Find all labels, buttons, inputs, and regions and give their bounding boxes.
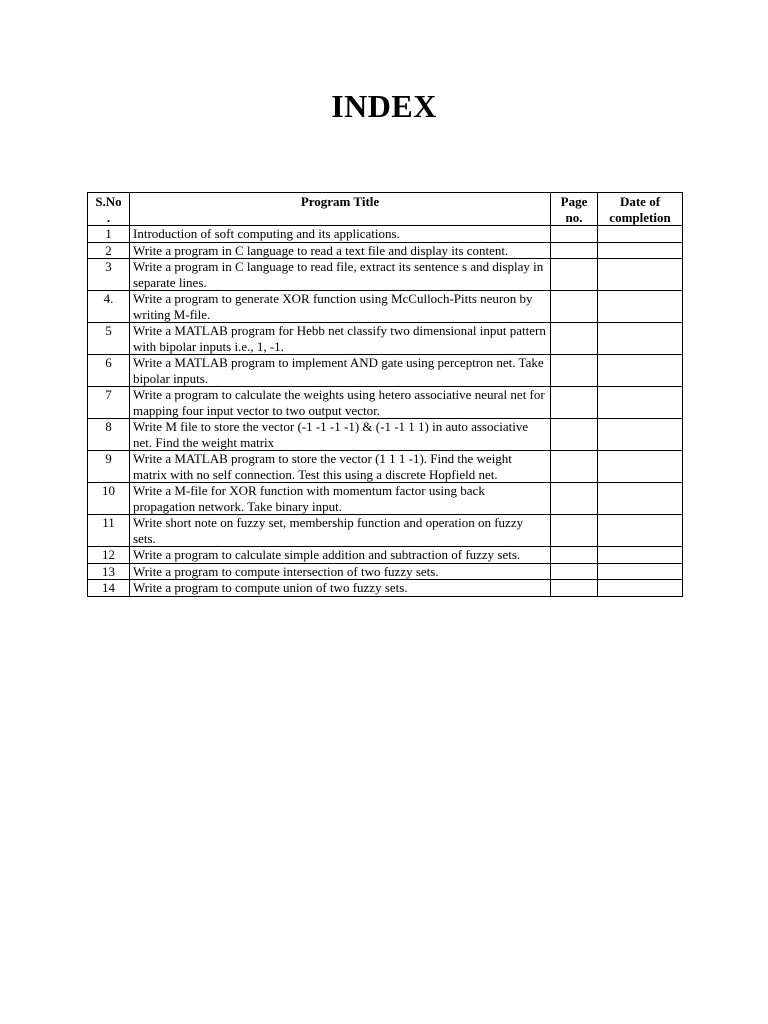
header-program-title: Program Title [130,193,551,226]
row-serial-number: 5 [88,323,130,355]
table-row [88,419,683,451]
row-page-no [551,580,598,597]
row-serial-number: 2 [88,242,130,259]
row-program-title: Write a program to calculate the weights using hetero associative neural net for mapping four input vector to two output vector. [130,387,551,419]
table-row [88,226,683,243]
row-serial-number: 1 [88,226,130,243]
row-page-no [551,547,598,564]
row-page-no [551,483,598,515]
row-page-no [551,451,598,483]
row-program-title: Write a program to compute intersection of two fuzzy sets. [130,563,551,580]
row-date-of-completion [598,483,683,515]
table-row [88,563,683,580]
row-page-no [551,387,598,419]
row-program-title: Write a MATLAB program for Hebb net classify two dimensional input pattern with bipolar inputs i.e., 1, -1. [130,323,551,355]
row-date-of-completion [598,451,683,483]
table-row [88,387,683,419]
row-page-no [551,515,598,547]
index-table [87,192,683,597]
table-row [88,580,683,597]
row-date-of-completion [598,242,683,259]
row-serial-number: 14 [88,580,130,597]
row-date-of-completion [598,515,683,547]
table-row [88,259,683,291]
table-header [88,193,683,226]
table-row [88,291,683,323]
table-row [88,547,683,564]
row-page-no [551,419,598,451]
row-serial-number: 3 [88,259,130,291]
row-program-title: Write short note on fuzzy set, membership function and operation on fuzzy sets. [130,515,551,547]
table-row [88,323,683,355]
row-program-title: Write a program to calculate simple addition and subtraction of fuzzy sets. [130,547,551,564]
table-row [88,515,683,547]
row-program-title: Write M file to store the vector (-1 -1 -1 -1) & (-1 -1 1 1) in auto associative net. Find the weight matrix [130,419,551,451]
header-sno: S.No . [88,193,130,226]
header-date-of-completion: Date of completion [598,193,683,226]
row-program-title: Write a MATLAB program to store the vector (1 1 1 -1). Find the weight matrix with no self connection. Test this using a discrete Hopfield net. [130,451,551,483]
row-serial-number: 13 [88,563,130,580]
row-program-title: Write a program in C language to read file, extract its sentence s and display in separate lines. [130,259,551,291]
table-body [88,226,683,597]
row-program-title: Write a program to generate XOR function using McCulloch-Pitts neuron by writing M-file. [130,291,551,323]
row-serial-number: 7 [88,387,130,419]
row-serial-number: 6 [88,355,130,387]
row-date-of-completion [598,580,683,597]
row-program-title: Write a M-file for XOR function with momentum factor using back propagation network. Take binary input. [130,483,551,515]
row-date-of-completion [598,291,683,323]
row-date-of-completion [598,226,683,243]
row-program-title: Write a MATLAB program to implement AND gate using perceptron net. Take bipolar inputs. [130,355,551,387]
row-date-of-completion [598,563,683,580]
row-serial-number: 8 [88,419,130,451]
row-serial-number: 4. [88,291,130,323]
row-date-of-completion [598,419,683,451]
page-title: INDEX [331,88,437,124]
row-date-of-completion [598,259,683,291]
row-program-title: Write a program to compute union of two fuzzy sets. [130,580,551,597]
row-page-no [551,355,598,387]
row-date-of-completion [598,387,683,419]
table-row [88,242,683,259]
table-row [88,483,683,515]
row-date-of-completion [598,355,683,387]
row-page-no [551,226,598,243]
table-row [88,451,683,483]
row-page-no [551,259,598,291]
header-page-no: Page no. [551,193,598,226]
row-serial-number: 11 [88,515,130,547]
row-program-title: Introduction of soft computing and its applications. [130,226,551,243]
row-date-of-completion [598,547,683,564]
table-row [88,355,683,387]
row-serial-number: 12 [88,547,130,564]
row-page-no [551,242,598,259]
row-serial-number: 10 [88,483,130,515]
row-page-no [551,291,598,323]
row-page-no [551,563,598,580]
row-date-of-completion [598,323,683,355]
header-row [88,193,683,226]
row-page-no [551,323,598,355]
row-program-title: Write a program in C language to read a text file and display its content. [130,242,551,259]
row-serial-number: 9 [88,451,130,483]
